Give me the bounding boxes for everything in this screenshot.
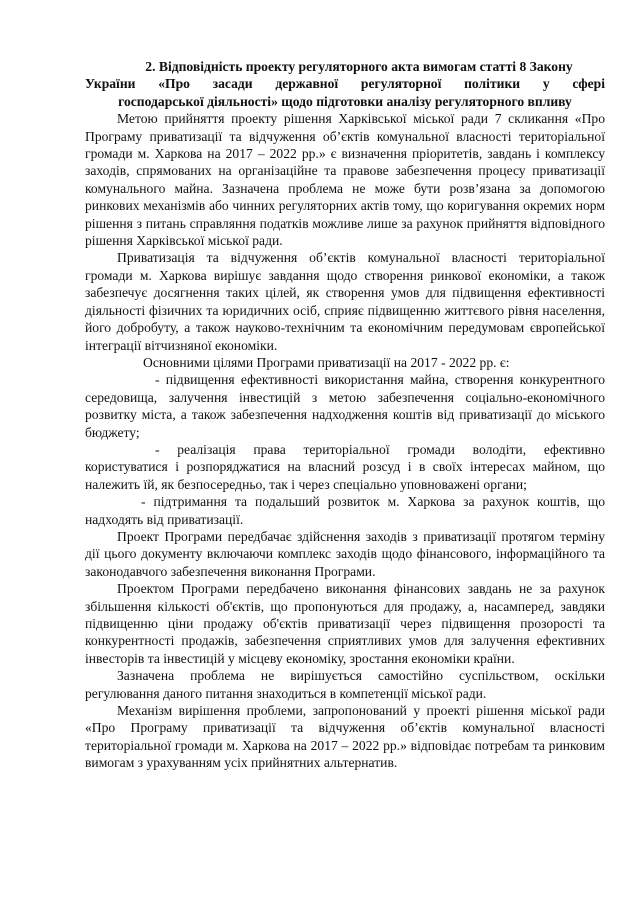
heading-line-2: України «Про засади державної регуляторної політики у сфері	[85, 76, 605, 92]
list-item-efficiency: - підвищення ефективності використання майна, створення конкурентного середовища, залучення інвестицій з метою забезпечення соціально-економічного розвитку міста, а також забезпечення надходження коштів від приватизації до міського бюджету;	[85, 372, 605, 440]
list-item-community-rights: - реалізація права територіальної громади володіти, ефективно користуватися і розпоряджатися на власний розсуд і в своїх інтересах майном, що належить їй, як безпосередньо, так і через спеціально уповноважені органи;	[85, 441, 605, 492]
paragraph-program-measures: Проект Програми передбачає здійснення заходів з приватизації протягом терміну дії цього документу включаючи комплекс заходів щодо фінансового, інформаційного та законодавчого забезпечення виконання Програми.	[85, 528, 605, 579]
paragraph-privatization: Приватизація та відчуження об’єктів комунальної власності територіальної громади м. Харкова вирішує завдання щодо створення ринкової економіки, а також забезпечує досягнення таких цілей, як створення умов для підвищення ефективності діяльності фізичних та юридичних осіб, сприяє підвищенню життєвого рівня населення, його добробуту, а також науково-технічним та економічним передумовам європейської інтеграції вітчизняної економіки.	[85, 250, 605, 353]
heading-line-1: 2. Відповідність проекту регуляторного акта вимогам статті 8 Закону	[145, 59, 573, 74]
section-heading	[85, 58, 605, 110]
paragraph-mechanism: Механізм вирішення проблеми, запропонований у проекті рішення міської ради «Про Програму приватизації та відчуження об’єктів комунальної власності територіальної громади м. Харкова на 2017 – 2022 рр.» відповідає потребам та ринковим вимогам з урахуванням усіх прийнятних альтернатив.	[85, 703, 605, 771]
paragraph-problem-competence: Зазначена проблема не вирішується самостійно суспільством, оскільки регулювання даного питання знаходиться в компетенції міської ради.	[85, 668, 605, 701]
heading-line-3: господарської діяльності» щодо підготовки аналізу регуляторного впливу	[118, 93, 572, 109]
paragraph-purpose: Метою прийняття проекту рішення Харківської міської ради 7 скликання «Про Програму приватизації та відчуження об’єктів комунальної власності територіальної громади м. Харкова на 2017 – 2022 рр.» є визначення пріоритетів, завдань і комплексу заходів, спрямованих на організаційне та правове забезпечення процесу приватизації комунального майна. Зазначена проблема не може бути розв’язана за допомогою ринкових механізмів або чинних регуляторних актів тому, що коригування окремих норм рішення з питань справляння податків можливе лише за рахунок прийняття відповідного рішення Харківської міської ради.	[85, 111, 605, 249]
paragraph-financial-tasks: Проектом Програми передбачено виконання фінансових завдань не за рахунок збільшення кількості об'єктів, що пропонуються для продажу, а, насамперед, завдяки підвищенню ціни продажу об'єктів приватизації через підвищення прозорості та конкурентності продажів, забезпечення сприятливих умов для залучення ефективних інвесторів та інвестицій у місцеву економіку, зростання економіки країни.	[85, 581, 605, 666]
list-item-city-development: - підтримання та подальший розвиток м. Харкова за рахунок коштів, що надходять від приватизації.	[85, 494, 605, 527]
paragraph-goals-intro: Основними цілями Програми приватизації на 2017 - 2022 рр. є:	[143, 354, 510, 370]
